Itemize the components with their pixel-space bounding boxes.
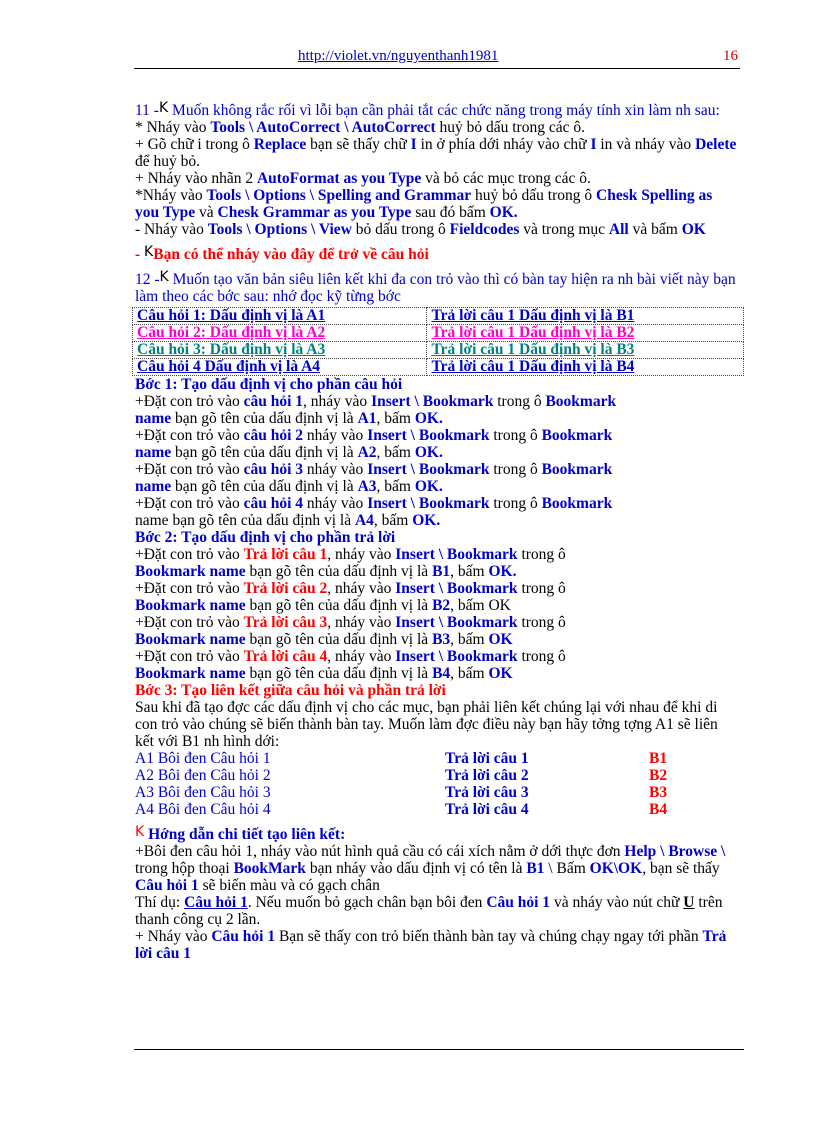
header-url-link[interactable]: http://violet.vn/nguyenthanh1981: [298, 48, 499, 64]
step2-heading: Bớc 2: Tạo dấu định vị cho phần trả lời: [135, 529, 396, 546]
k-marker-icon: K: [135, 824, 145, 840]
list-item: A3 Bôi đen Câu hỏi 3 Trả lời câu 3 B3: [135, 784, 668, 801]
s11-line1: * Nháy vào Tools \ AutoCorrect \ AutoCorrect huỷ bỏ dấu trong các ô.: [135, 119, 585, 136]
k-marker-icon: K: [159, 269, 169, 285]
a-step-4: +Đặt con trỏ vào Trả lời câu 4, nháy vào Insert \ Bookmark trong ô Bookmark name bạn gõ tên của dấu định vị là B4, bấm OK: [135, 648, 566, 682]
document-body: [135, 100, 739, 962]
a-step-1: +Đặt con trỏ vào Trả lời câu 1, nháy vào Insert \ Bookmark trong ô Bookmark name bạn gõ tên của dấu định vị là B1, bấm OK.: [135, 546, 566, 580]
page-header: [134, 48, 740, 68]
step3-heading: Bớc 3: Tạo liên kết giữa câu hỏi và phần trả lời: [135, 682, 446, 699]
a-step-3: +Đặt con trỏ vào Trả lời câu 3, nháy vào Insert \ Bookmark trong ô Bookmark name bạn gõ tên của dấu định vị là B3, bấm OK: [135, 614, 566, 648]
s12-intro: 12 -K Muốn tạo văn bản siêu liên kết khi đa con trỏ vào thì có bàn tay hiện ra nh bài viết này bạn làm theo các bớc sau: nhớ đọc kỹ từng bớc: [135, 269, 736, 305]
s11-line2: + Gõ chữ i trong ô Replace bạn sẽ thấy chữ I in ở phía dới nháy vào chữ I in và nháy vào Delete để huỷ bỏ.: [135, 136, 737, 170]
table-row: [133, 342, 744, 359]
footer-divider: [134, 1049, 744, 1050]
page-number: 16: [723, 48, 738, 64]
list-item: A2 Bôi đen Câu hỏi 2 Trả lời câu 2 B2: [135, 767, 668, 784]
q-step-3: +Đặt con trỏ vào câu hỏi 3 nháy vào Insert \ Bookmark trong ô Bookmark name bạn gõ tên của dấu định vị là A3, bấm OK.: [135, 461, 613, 495]
table-cell[interactable]: Trả lời câu 1 Dấu định vị là B2: [427, 325, 744, 342]
table-cell[interactable]: Trả lời câu 1 Dấu định vị là B3: [427, 342, 744, 359]
table-cell[interactable]: Trả lời câu 1 Dấu định vị là B1: [427, 308, 744, 325]
guide-line3: + Nháy vào Câu hỏi 1 Bạn sẽ thấy con trỏ biến thành bàn tay và chúng chạy ngay tới phần Trả lời câu 1: [135, 928, 727, 962]
guide-line2: Thí dụ: Câu hỏi 1. Nếu muốn bỏ gạch chân bạn bôi đen Câu hỏi 1 và nháy vào nút chữ U trên thanh công cụ 2 lần.: [135, 894, 723, 928]
underline-icon: U: [683, 894, 695, 911]
s11-intro: 11 -K Muốn không rắc rối vì lỗi bạn cần phải tắt các chức năng trong máy tính xin làm nh sau:: [135, 100, 720, 119]
table-cell[interactable]: Câu hỏi 3: Dấu định vị là A3: [133, 342, 427, 359]
s11-line3: + Nháy vào nhãn 2 AutoFormat as you Type và bỏ các mục trong các ô.: [135, 170, 591, 187]
a-step-2: +Đặt con trỏ vào Trả lời câu 2, nháy vào Insert \ Bookmark trong ô Bookmark name bạn gõ tên của dấu định vị là B2, bấm OK: [135, 580, 566, 614]
table-row: [133, 308, 744, 325]
table-row: [133, 359, 744, 376]
guide-line1: +Bôi đen câu hỏi 1, nháy vào nút hình quả cầu có cái xích nằm ở dới thực đơn Help \ Browse \ trong hộp thoại BookMark bạn nháy vào dấu định vị có tên là B1 \ Bấm OK\OK, bạn sẽ thấy Câu hỏi 1 sẽ biến màu và có gạch chân: [135, 843, 726, 894]
header-divider: [134, 68, 740, 69]
table-cell[interactable]: Câu hỏi 2: Dấu định vị là A2: [133, 325, 427, 342]
mapping-list: [135, 750, 739, 818]
bookmark-table: [132, 307, 744, 376]
step1-heading: Bớc 1: Tạo dấu định vị cho phần câu hỏi: [135, 376, 403, 393]
s11-line4: *Nháy vào Tools \ Options \ Spelling and Grammar huỷ bỏ dấu trong ô Chesk Spelling as you Type và Chesk Grammar as you Type sau đó bấm OK.: [135, 187, 713, 221]
q-step-2: +Đặt con trỏ vào câu hỏi 2 nháy vào Insert \ Bookmark trong ô Bookmark name bạn gõ tên của dấu định vị là A2, bấm OK.: [135, 427, 613, 461]
table-cell[interactable]: Câu hỏi 1: Dấu định vị là A1: [133, 308, 427, 325]
k-marker-icon: K: [144, 244, 154, 260]
link-explanation: Sau khi đã tạo đợc các dấu định vị cho các mục, bạn phải liên kết chúng lại với nhau để khi di con trỏ vào chúng sẽ biến thành bàn tay. Muốn làm đợc điều này bạn hãy tởng tợng A1 sẽ liên kết với B1 nh hình dới:: [135, 699, 718, 750]
q-step-1: +Đặt con trỏ vào câu hỏi 1, nháy vào Insert \ Bookmark trong ô Bookmark name bạn gõ tên của dấu định vị là A1, bấm OK.: [135, 393, 617, 427]
guide-heading: K Hớng dẫn chi tiết tạo liên kết:: [135, 824, 346, 843]
table-cell[interactable]: Trả lời câu 1 Dấu định vị là B4: [427, 359, 744, 376]
q-step-4: +Đặt con trỏ vào câu hỏi 4 nháy vào Insert \ Bookmark trong ô Bookmark name bạn gõ tên của dấu định vị là A4, bấm OK.: [135, 495, 613, 529]
list-item: A1 Bôi đen Câu hỏi 1 Trả lời câu 1 B1: [135, 750, 668, 767]
table-row: [133, 325, 744, 342]
list-item: A4 Bôi đen Câu hỏi 4 Trả lời câu 4 B4: [135, 801, 668, 818]
back-to-question-link[interactable]: - KBạn có thể nháy vào đây để trở về câu hỏi: [135, 244, 429, 263]
table-cell[interactable]: Câu hỏi 4 Dấu định vị là A4: [133, 359, 427, 376]
s11-line5: - Nháy vào Tools \ Options \ View bỏ dấu trong ô Fieldcodes và trong mục All và bấm OK: [135, 221, 706, 238]
k-marker-icon: K: [158, 100, 169, 116]
